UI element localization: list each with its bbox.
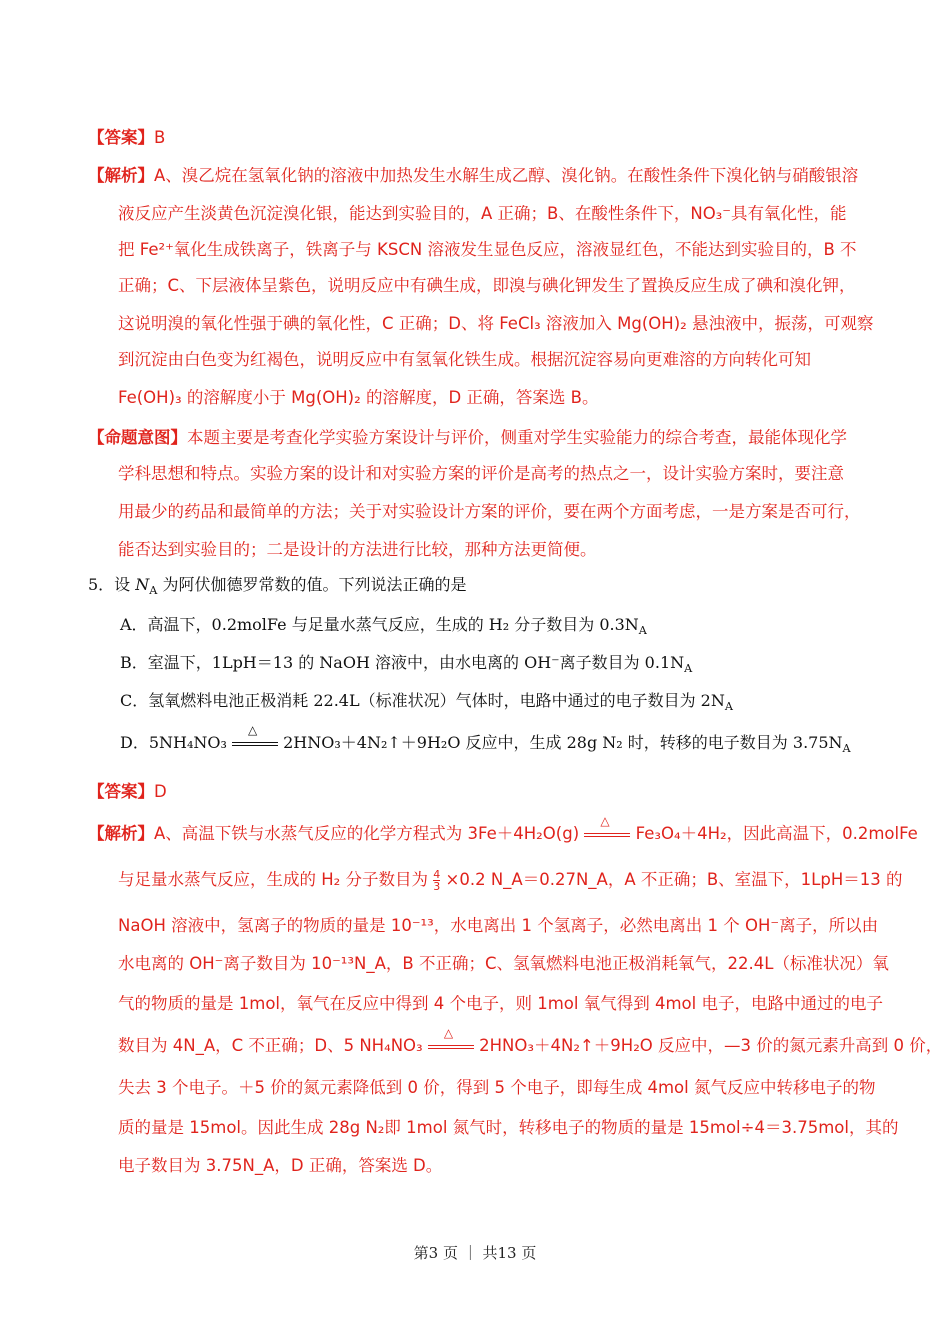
intent-line-1: [88, 424, 847, 448]
analysis-tag: 【解析】: [88, 166, 154, 185]
option-b-text: B．室温下，1LpH＝13 的 NaOH 溶液中，由水电离的 OH⁻离子数目为 0.1N: [120, 653, 685, 672]
option-c-sub: A: [724, 700, 733, 714]
stem-na-sub: A: [149, 584, 158, 598]
answer-tag: 【答案】: [88, 128, 154, 147]
analysis2-line-1: [88, 813, 918, 844]
delta-equals-sign: [428, 1025, 474, 1054]
fraction-numerator: 4: [433, 868, 441, 881]
intent-line-3: 用最少的药品和最简单的方法；关于对实验设计方案的评价，要在两个方面考虑，一是方案是否可行，: [118, 502, 861, 521]
option-d-pre: D．5NH₄NO₃: [120, 733, 227, 752]
analysis2-text-post: Fe₃O₄＋4H₂，因此高温下，0.2molFe: [635, 824, 918, 843]
delta-symbol: △: [248, 722, 258, 737]
analysis2-line2-post: ×0.2 N_A＝0.27N_A，A 不正确；B、室温下，1LpH＝13 的: [445, 870, 903, 889]
intent-tag: 【命题意图】: [88, 428, 187, 447]
stem-na: N: [135, 575, 150, 594]
analysis2-line-6: [118, 1025, 943, 1056]
delta-equals-sign: [584, 813, 630, 842]
analysis2-line-8: 质的量是 15mol。因此生成 28g N₂即 1mol 氮气时，转移电子的物质的量是 15mol÷4＝3.75mol，其的: [118, 1118, 899, 1137]
fraction-denominator: 3: [433, 880, 441, 893]
delta-symbol: △: [600, 813, 610, 828]
stem-suffix: 为阿伏伽德罗常数的值。下列说法正确的是: [157, 575, 467, 594]
analysis-line-1: [88, 162, 858, 186]
analysis-line-4: 正确；C、下层液体呈紫色，说明反应中有碘生成，即溴与碘化钾发生了置换反应生成了碘和溴化钾，: [118, 276, 856, 295]
option-b-sub: A: [684, 662, 693, 676]
analysis-line-3: 把 Fe²⁺氧化生成铁离子，铁离子与 KSCN 溶液发生显色反应，溶液显红色，不能达到实验目的，B 不: [118, 240, 857, 259]
analysis2-line6-pre: 数目为 4N_A，C 不正确；D、5 NH₄NO₃: [118, 1036, 423, 1055]
answer-value: D: [154, 782, 167, 801]
analysis-text: A、溴乙烷在氢氧化钠的溶液中加热发生水解生成乙醇、溴化钠。在酸性条件下溴化钠与硝酸银溶: [154, 166, 859, 185]
analysis-line-6: 到沉淀由白色变为红褐色，说明反应中有氢氧化铁生成。根据沉淀容易向更难溶的方向转化可知: [118, 350, 811, 369]
option-a-sub: A: [638, 624, 647, 638]
answer-tag: 【答案】: [88, 782, 154, 801]
option-d: [120, 722, 851, 756]
analysis-line-5: 这说明溴的氧化性强于碘的氧化性，C 正确；D、将 FeCl₃ 溶液加入 Mg(OH)₂ 悬浊液中，振荡，可观察: [118, 314, 874, 333]
intent-text: 本题主要是考查化学实验方案设计与评价，侧重对学生实验能力的综合考查，最能体现化学: [187, 428, 847, 447]
option-d-post: 2HNO₃＋4N₂↑＋9H₂O 反应中，生成 28g N₂ 时，转移的电子数目为 3.75N: [283, 733, 843, 752]
delta-symbol: △: [443, 1025, 454, 1040]
analysis2-text-pre: A、高温下铁与水蒸气反应的化学方程式为 3Fe＋4H₂O(g): [154, 824, 580, 843]
answer-label-1: [88, 124, 165, 148]
option-d-sub: A: [842, 742, 851, 756]
intent-line-2: 学科思想和特点。实验方案的设计和对实验方案的评价是高考的热点之一，设计实验方案时，要注意: [118, 464, 844, 483]
option-c: [120, 688, 733, 713]
intent-line-4: 能否达到实验目的；二是设计的方法进行比较，那种方法更简便。: [118, 540, 597, 559]
answer-value: B: [154, 128, 166, 147]
question-stem: [88, 572, 466, 597]
analysis-tag: 【解析】: [88, 824, 154, 843]
analysis2-line2-pre: 与足量水蒸气反应，生成的 H₂ 分子数目为: [118, 870, 429, 889]
analysis2-line-4: 水电离的 OH⁻离子数目为 10⁻¹³N_A，B 不正确；C、氢氧燃料电池正极消耗氧气，22.4L（标准状况）氧: [118, 954, 889, 973]
delta-equals-sign: [232, 722, 278, 751]
analysis2-line-2: [118, 866, 903, 892]
analysis2-line-9: 电子数目为 3.75N_A，D 正确，答案选 D。: [118, 1156, 443, 1175]
fraction: [433, 869, 440, 892]
analysis2-line6-post: 2HNO₃＋4N₂↑＋9H₂O 反应中，—3 价的氮元素升高到 0 价，: [479, 1036, 943, 1055]
option-b: [120, 650, 692, 675]
page-footer: 第3 页 ｜ 共13 页: [413, 1244, 537, 1262]
analysis2-line-3: NaOH 溶液中，氢离子的物质的量是 10⁻¹³，水电离出 1 个氢离子，必然电离出 1 个 OH⁻离子，所以由: [118, 916, 879, 935]
analysis-line-7: Fe(OH)₃ 的溶解度小于 Mg(OH)₂ 的溶解度，D 正确，答案选 B。: [118, 388, 599, 407]
option-c-text: C．氢氧燃料电池正极消耗 22.4L（标准状况）气体时，电路中通过的电子数目为 2N: [120, 691, 725, 710]
option-a: [120, 612, 647, 637]
option-a-text: A．高温下，0.2molFe 与足量水蒸气反应，生成的 H₂ 分子数目为 0.3N: [120, 615, 639, 634]
answer-label-2: [88, 778, 167, 802]
analysis2-line-5: 气的物质的量是 1mol，氧气在反应中得到 4 个电子，则 1mol 氧气得到 4mol 电子，电路中通过的电子: [118, 994, 883, 1013]
stem-prefix: 5．设: [88, 575, 136, 594]
analysis2-line-7: 失去 3 个电子。＋5 价的氮元素降低到 0 价，得到 5 个电子，即每生成 4mol 氮气反应中转移电子的物: [118, 1078, 876, 1097]
analysis-line-2: 液反应产生淡黄色沉淀溴化银，能达到实验目的，A 正确；B、在酸性条件下，NO₃⁻具有氧化性，能: [118, 204, 847, 223]
